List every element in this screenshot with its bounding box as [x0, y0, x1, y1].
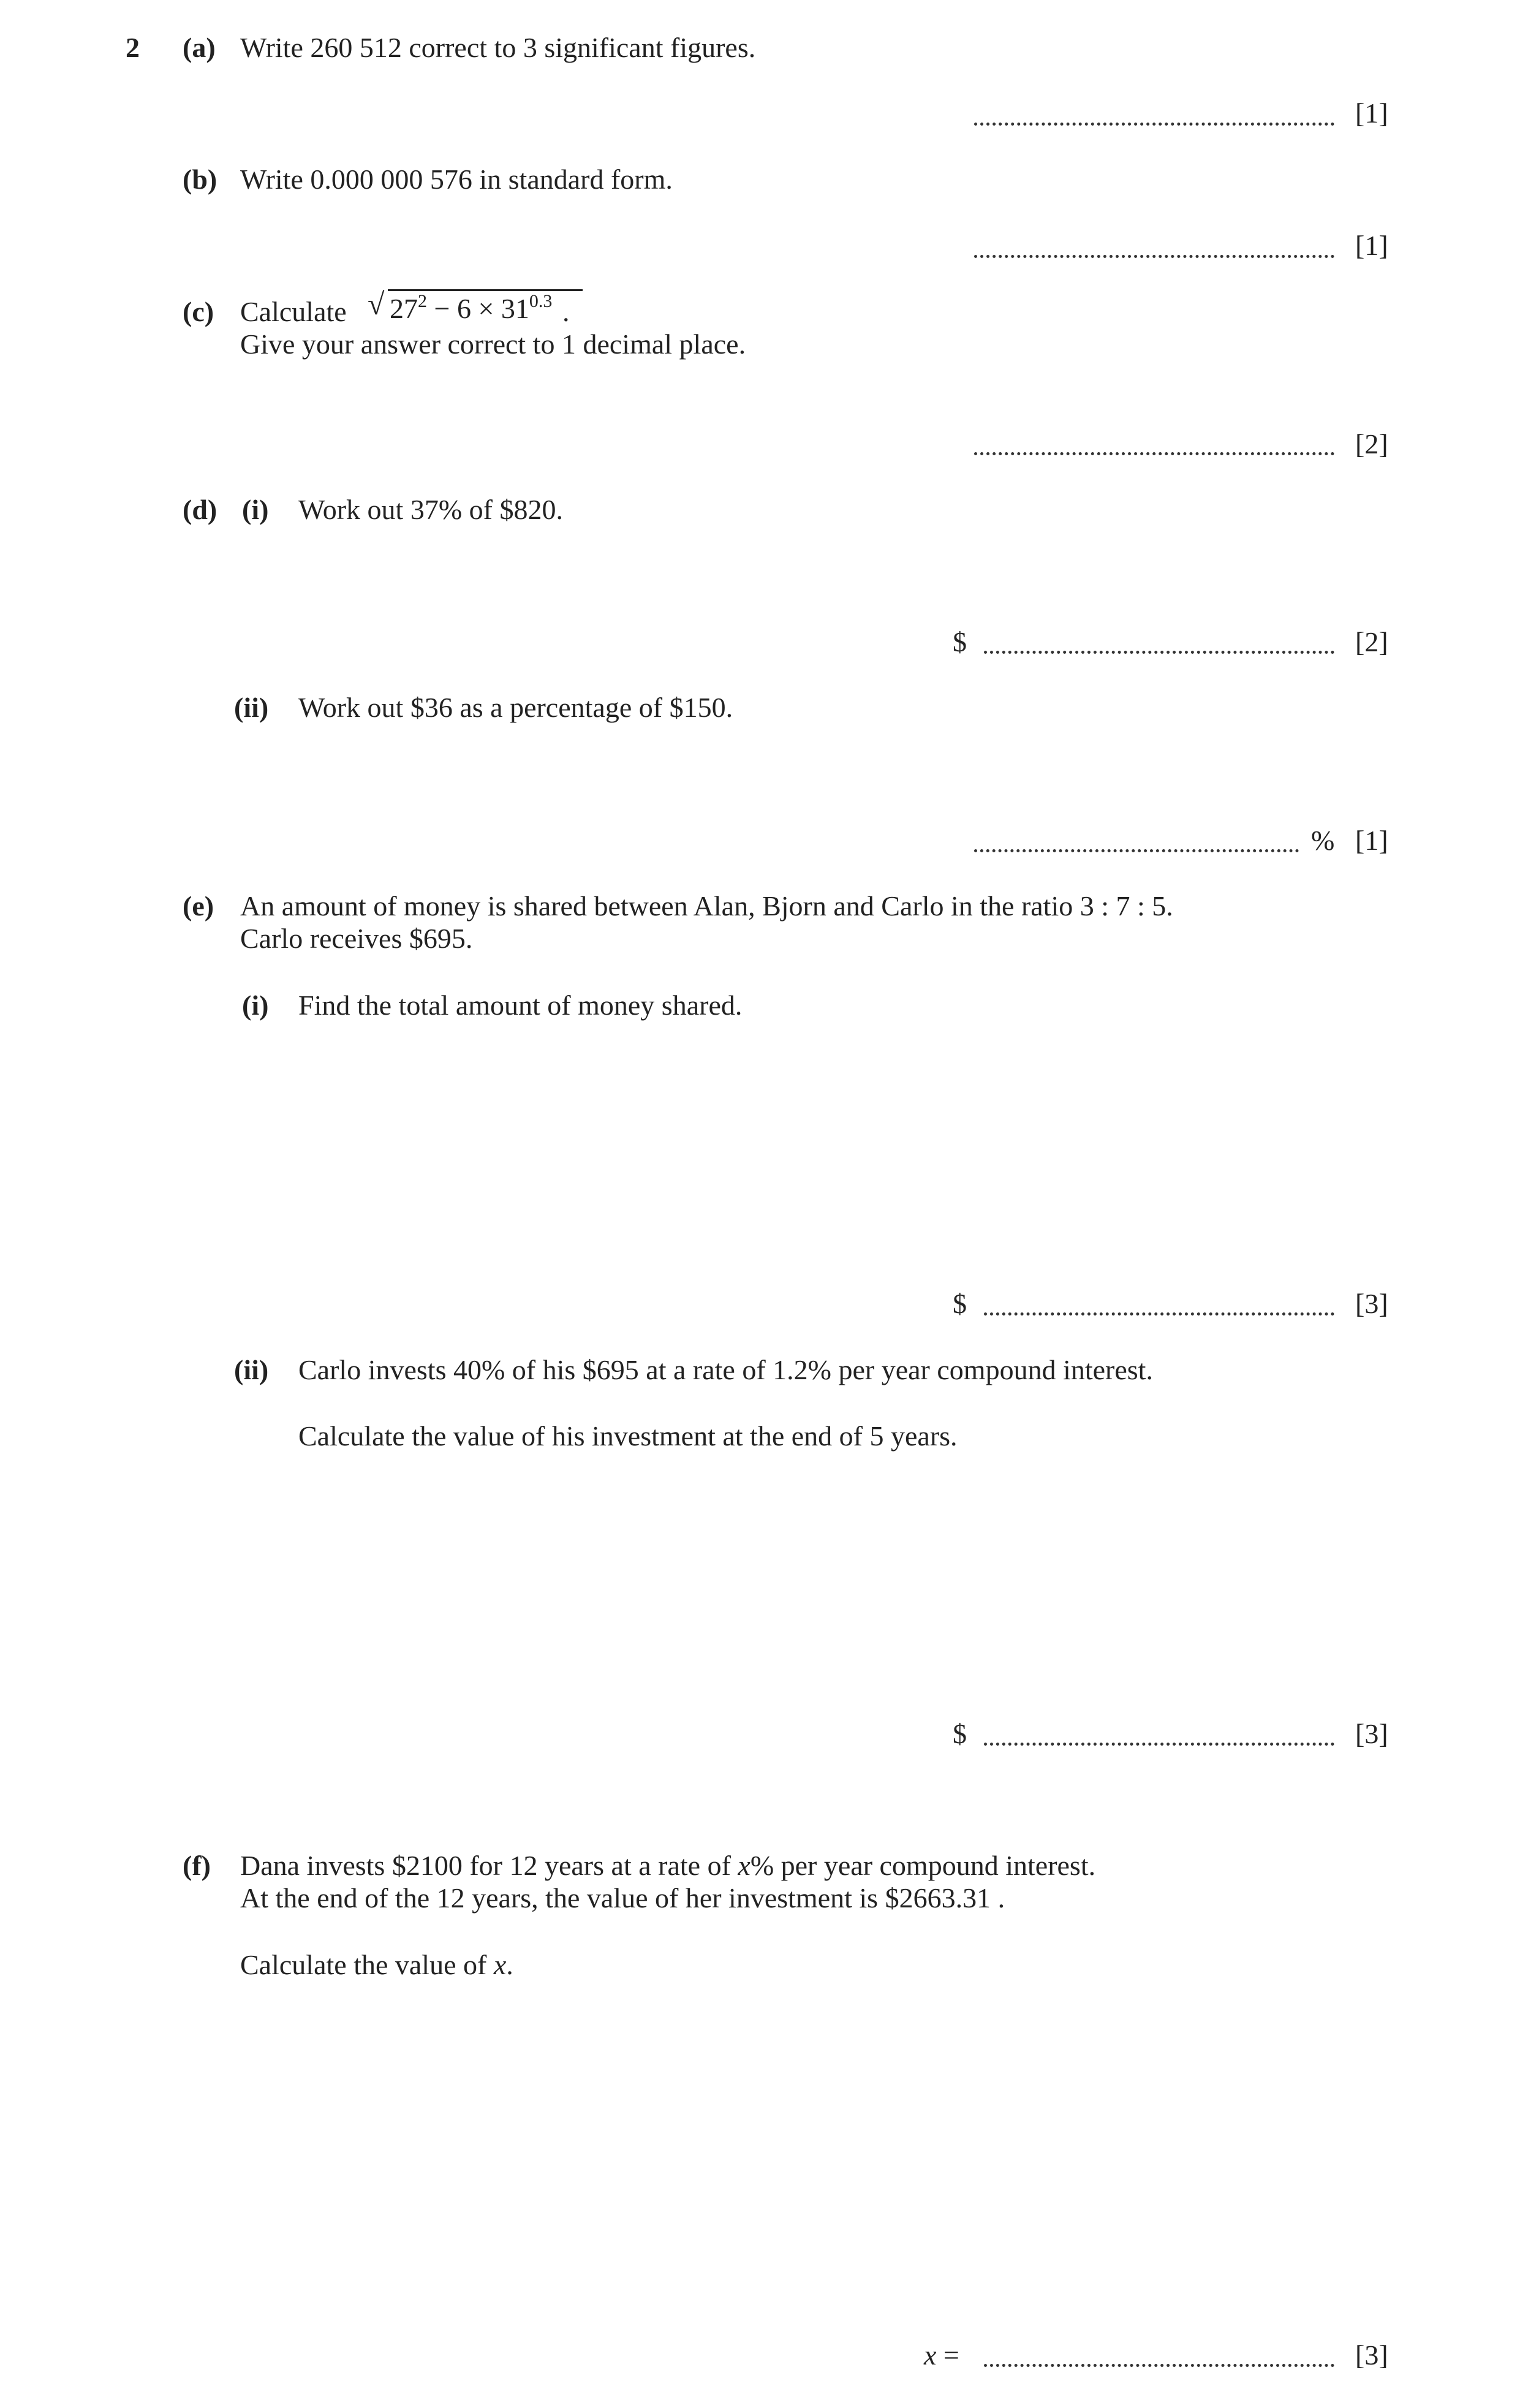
- part-e-ii-line-1: Carlo invests 40% of his $695 at a rate of 1.2% per year compound interest.: [298, 1354, 1153, 1385]
- part-d-i-answer-line[interactable]: [984, 651, 1334, 654]
- part-d-i-dollar-sign: $: [953, 626, 967, 657]
- part-e-ii-line-2: Calculate the value of his investment at the end of 5 years.: [298, 1420, 958, 1452]
- part-e-line-1: An amount of money is shared between Alan, Bjorn and Carlo in the ratio 3 : 7 : 5.: [240, 890, 1173, 922]
- part-f-answer-variable: x: [924, 2339, 937, 2371]
- part-f-answer-line[interactable]: [984, 2364, 1334, 2367]
- expr-exponent-2: 0.3: [529, 291, 553, 311]
- part-f-line-3-variable: x: [493, 1949, 507, 1980]
- part-e-ii-answer-line[interactable]: [984, 1743, 1334, 1746]
- part-f-line-3-end: .: [506, 1949, 513, 1980]
- part-d-ii-answer-line[interactable]: [974, 849, 1299, 852]
- part-c-mark: [2]: [1355, 428, 1388, 460]
- part-f-line-3-start: Calculate the value of: [240, 1949, 494, 1980]
- part-f-mark: [3]: [1355, 2339, 1388, 2371]
- part-d-ii-question: Work out $36 as a percentage of $150.: [298, 692, 733, 723]
- part-c-expression-end: .: [562, 296, 570, 327]
- part-b-question: Write 0.000 000 576 in standard form.: [240, 164, 673, 195]
- part-f-line-3: [240, 1948, 513, 1982]
- part-f-line-1-end: % per year compound interest.: [750, 1850, 1096, 1881]
- square-root-radicand: [390, 292, 552, 325]
- part-d-i-question: Work out 37% of $820.: [298, 494, 563, 525]
- part-e-i-answer-line[interactable]: [984, 1312, 1334, 1316]
- part-f-answer-equals: =: [943, 2339, 959, 2371]
- part-f-line-1-start: Dana invests $2100 for 12 years at a rate of: [240, 1850, 738, 1881]
- part-e-label: (e): [183, 890, 214, 922]
- square-root-bar: [388, 289, 583, 291]
- part-d-ii-mark: [1]: [1355, 825, 1388, 856]
- part-f-line-1: [240, 1849, 1095, 1882]
- part-e-line-2: Carlo receives $695.: [240, 923, 473, 954]
- part-f-line-1-variable: x: [738, 1850, 751, 1881]
- part-f-label: (f): [183, 1850, 211, 1881]
- part-a-question: Write 260 512 correct to 3 significant figures.: [240, 32, 756, 63]
- part-c-answer-line[interactable]: [974, 452, 1334, 455]
- expr-exponent-1: 2: [418, 291, 427, 311]
- part-e-ii-label: (ii): [234, 1354, 269, 1385]
- part-d-label: (d): [183, 494, 217, 525]
- expr-base: 27: [390, 293, 418, 324]
- part-e-i-label: (i): [242, 990, 269, 1021]
- part-a-answer-line[interactable]: [974, 123, 1334, 126]
- part-d-i-label: (i): [242, 494, 269, 525]
- part-e-i-dollar-sign: $: [953, 1288, 967, 1319]
- part-f-answer-prefix: [924, 2338, 959, 2372]
- part-a-mark: [1]: [1355, 97, 1388, 129]
- part-d-ii-percent-sign: %: [1311, 825, 1335, 856]
- part-b-label: (b): [183, 164, 217, 195]
- part-f-line-2: At the end of the 12 years, the value of her investment is $2663.31 .: [240, 1882, 1005, 1914]
- expr-middle: − 6 × 31: [427, 293, 529, 324]
- part-b-answer-line[interactable]: [974, 255, 1334, 258]
- part-e-i-mark: [3]: [1355, 1288, 1388, 1319]
- part-e-i-question: Find the total amount of money shared.: [298, 990, 743, 1021]
- part-c-calculate-word: Calculate: [240, 296, 347, 327]
- question-number: 2: [126, 32, 140, 63]
- square-root-sign: √: [368, 287, 385, 321]
- part-b-mark: [1]: [1355, 230, 1388, 261]
- part-a-label: (a): [183, 32, 216, 63]
- part-d-ii-label: (ii): [234, 692, 269, 723]
- part-e-ii-dollar-sign: $: [953, 1718, 967, 1749]
- part-d-i-mark: [2]: [1355, 626, 1388, 657]
- part-c-instruction: Give your answer correct to 1 decimal place.: [240, 328, 746, 360]
- part-c-label: (c): [183, 296, 214, 327]
- part-e-ii-mark: [3]: [1355, 1718, 1388, 1749]
